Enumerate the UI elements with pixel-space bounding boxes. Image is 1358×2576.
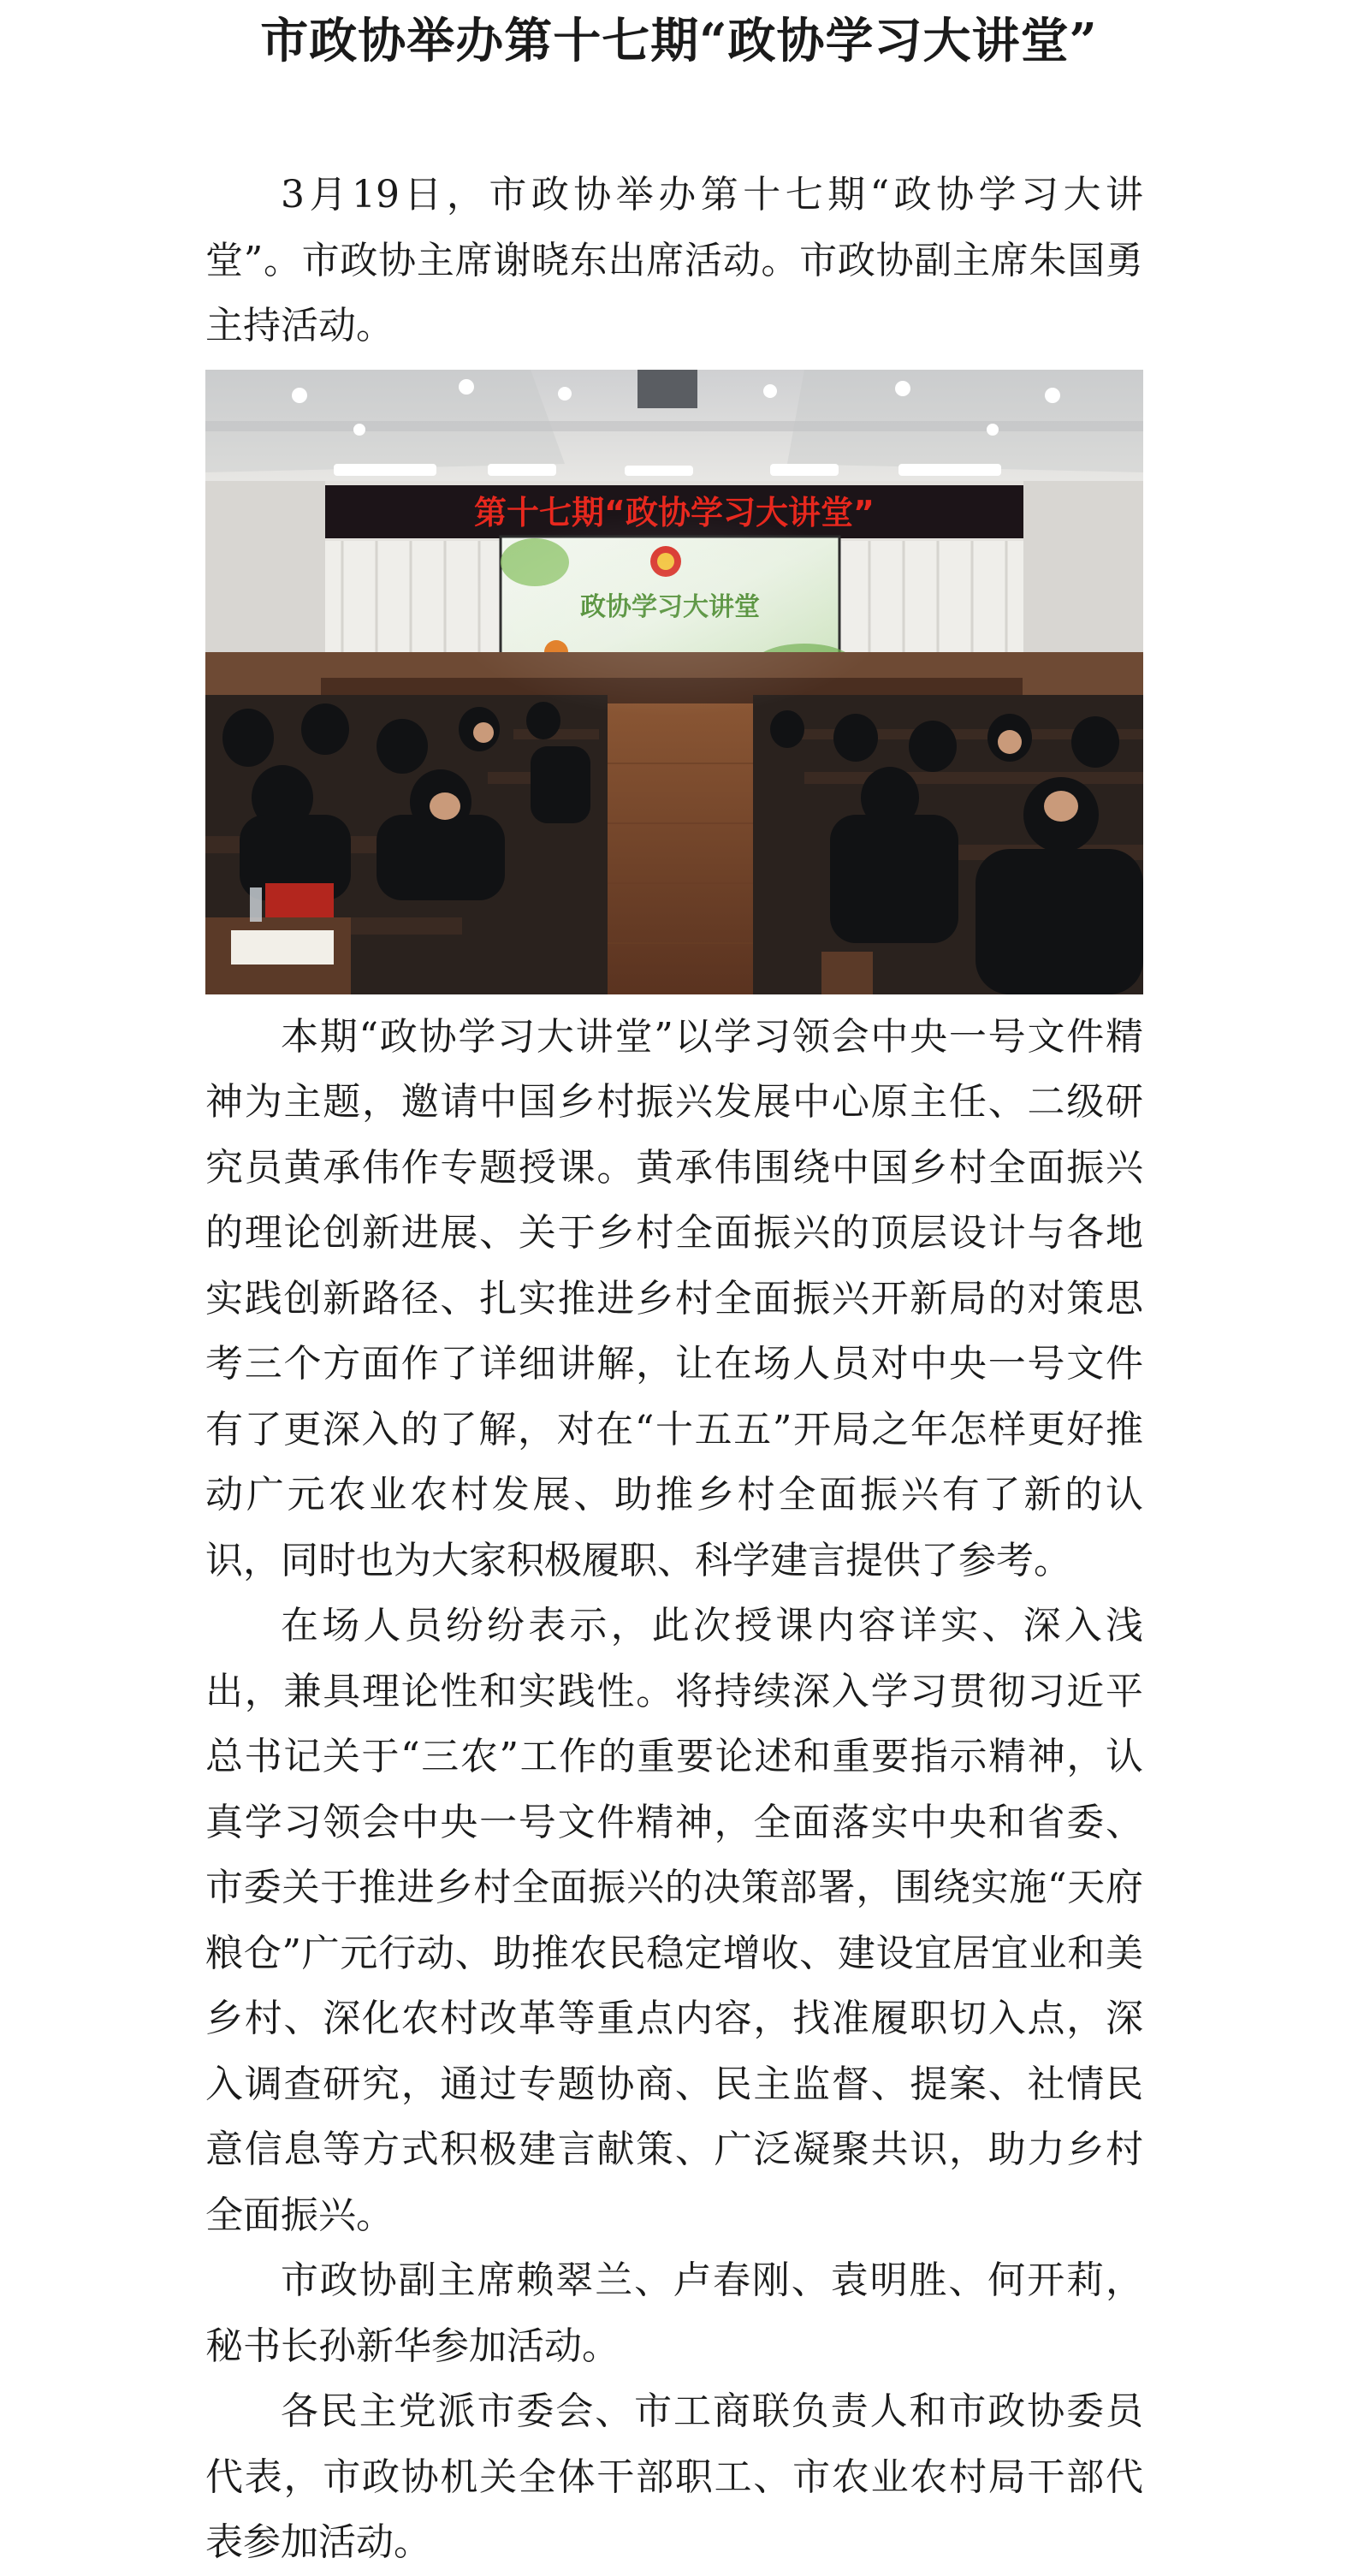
audience-left [205, 695, 608, 994]
article-title: 市政协举办第十七期“政协学习大讲堂” [260, 13, 1098, 69]
lecture-photo [205, 370, 1143, 994]
article-paragraph: 市政协副主席赖翠兰、卢春刚、袁明胜、何开莉，秘书长孙新华参加活动。 [205, 2258, 1143, 2368]
article-body [205, 163, 1143, 2576]
screen-title: 政协学习大讲堂 [580, 591, 760, 622]
led-banner-text: 第十七期“政协学习大讲堂” [474, 493, 875, 531]
article-paragraph: 本期“政协学习大讲堂”以学习领会中央一号文件精神为主题，邀请中国乡村振兴发展中心原主任、二级研究员黄承伟作专题授课。黄承伟围绕中国乡村全面振兴的理论创新进展、关于乡村全面振兴的顶层设计与各地实践创新路径、扎实推进乡村全面振兴开新局的对策思考三个方面作了详细讲解，让在场人员对中央一号文件有了更深入的了解，对在“十五五”开局之年怎样更好推动广元农业农村发展、助推乡村全面振兴有了新的认识，同时也为大家积极履职、科学建言提供了参考。 [205, 1014, 1143, 1582]
article-paragraph: 3月19日，市政协举办第十七期“政协学习大讲堂”。市政协主席谢晓东出席活动。市政协副主席朱国勇主持活动。 [205, 173, 1143, 347]
article-paragraph: 在场人员纷纷表示，此次授课内容详实、深入浅出，兼具理论性和实践性。将持续深入学习贯彻习近平总书记关于“三农”工作的重要论述和重要指示精神，认真学习领会中央一号文件精神，全面落实中央和省委、市委关于推进乡村全面振兴的决策部署，围绕实施“天府粮仓”广元行动、助推农民稳定增收、建设宜居宜业和美乡村、深化农村改革等重点内容，找准履职切入点，深入调查研究，通过专题协商、民主监督、提案、社情民意信息等方式积极建言献策、广泛凝聚共识，助力乡村全面振兴。 [205, 1604, 1143, 2237]
article-paragraph: 各民主党派市委会、市工商联负责人和市政协委员代表，市政协机关全体干部职工、市农业农村局干部代表参加活动。 [205, 2389, 1143, 2564]
audience-right [753, 695, 1143, 994]
